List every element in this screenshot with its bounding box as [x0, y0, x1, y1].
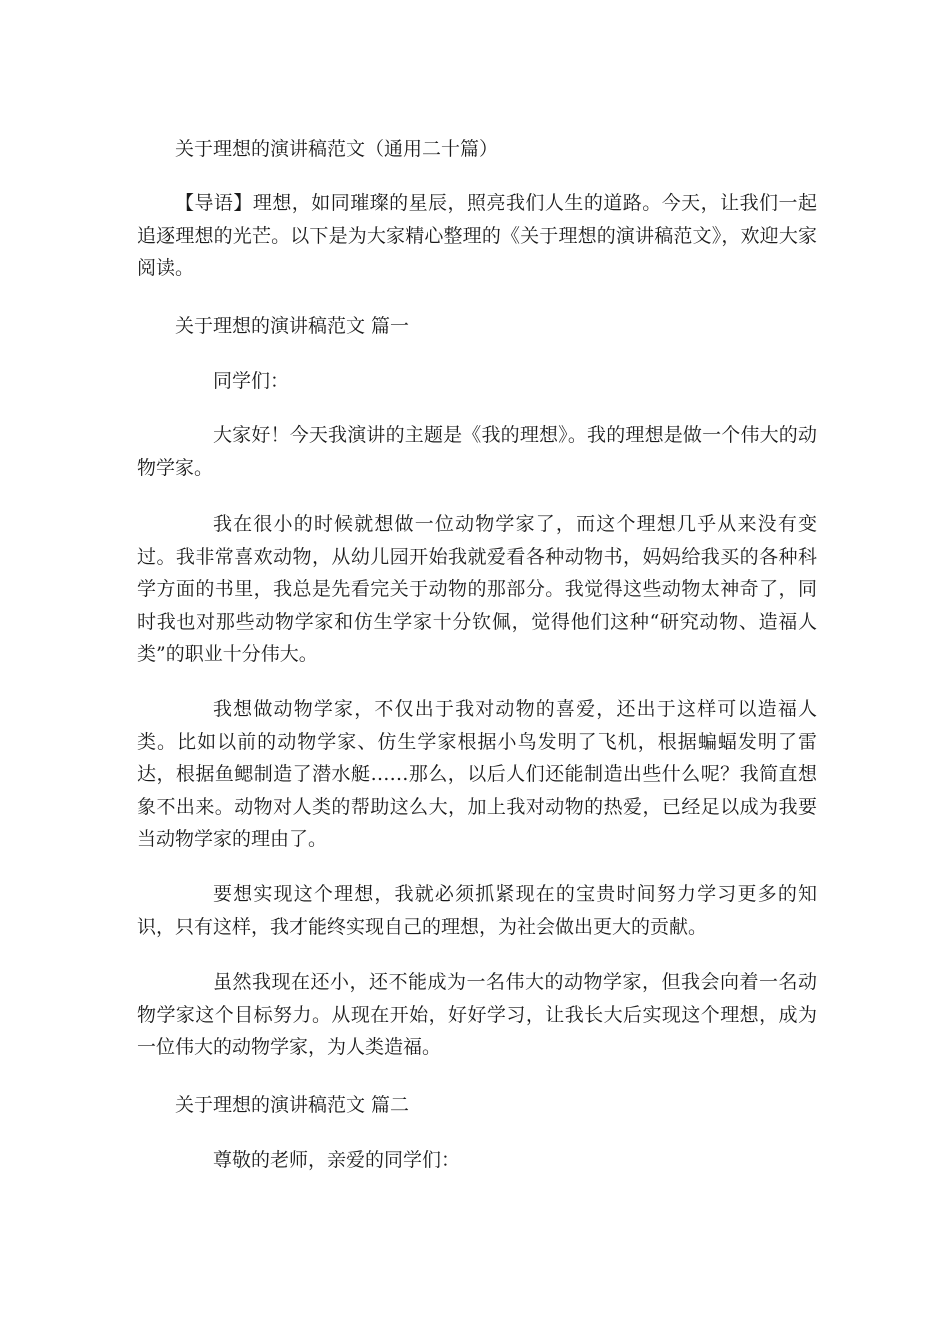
section-heading-1: 关于理想的演讲稿范文 篇一 [175, 315, 410, 337]
body-paragraph: 要想实现这个理想，我就必须抓紧现在的宝贵时间努力学习更多的知识，只有这样，我才能终实现自己的理想，为社会做出更大的贡献。 [137, 883, 817, 938]
body-paragraph: 我想做动物学家，不仅出于我对动物的喜爱，还出于这样可以造福人类。比如以前的动物学家、仿生学家根据小鸟发明了飞机，根据蝙蝠发明了雷达，根据鱼鳃制造了潜水艇……那么，以后人们还能制造出些什么呢？我简直想象不出来。动物对人类的帮助这么大，加上我对动物的热爱，已经足以成为我要当动物学家的理由了。 [137, 698, 817, 850]
body-paragraph: 大家好！今天我演讲的主题是《我的理想》。我的理想是做一个伟大的动物学家。 [137, 424, 817, 479]
section-heading-2: 关于理想的演讲稿范文 篇二 [175, 1094, 410, 1116]
document-title: 关于理想的演讲稿范文（通用二十篇） [175, 138, 499, 160]
body-paragraph: 我在很小的时候就想做一位动物学家了，而这个理想几乎从来没有变过。我非常喜欢动物，从幼儿园开始我就爱看各种动物书，妈妈给我买的各种科学方面的书里，我总是先看完关于动物的那部分。我觉得这些动物太神奇了，同时我也对那些动物学家和仿生学家十分钦佩，觉得他们这种“研究动物、造福人类”的职业十分伟大。 [137, 513, 817, 665]
salutation-1: 同学们： [213, 370, 290, 392]
salutation-2: 尊敬的老师，亲爱的同学们： [213, 1149, 461, 1171]
body-paragraph: 虽然我现在还小，还不能成为一名伟大的动物学家，但我会向着一名动物学家这个目标努力。从现在开始，好好学习，让我长大后实现这个理想，成为一位伟大的动物学家，为人类造福。 [137, 971, 817, 1058]
intro-paragraph: 【导语】理想，如同璀璨的星辰，照亮我们人生的道路。今天，让我们一起追逐理想的光芒。以下是为大家精心整理的《关于理想的演讲稿范文》，欢迎大家阅读。 [137, 192, 817, 279]
